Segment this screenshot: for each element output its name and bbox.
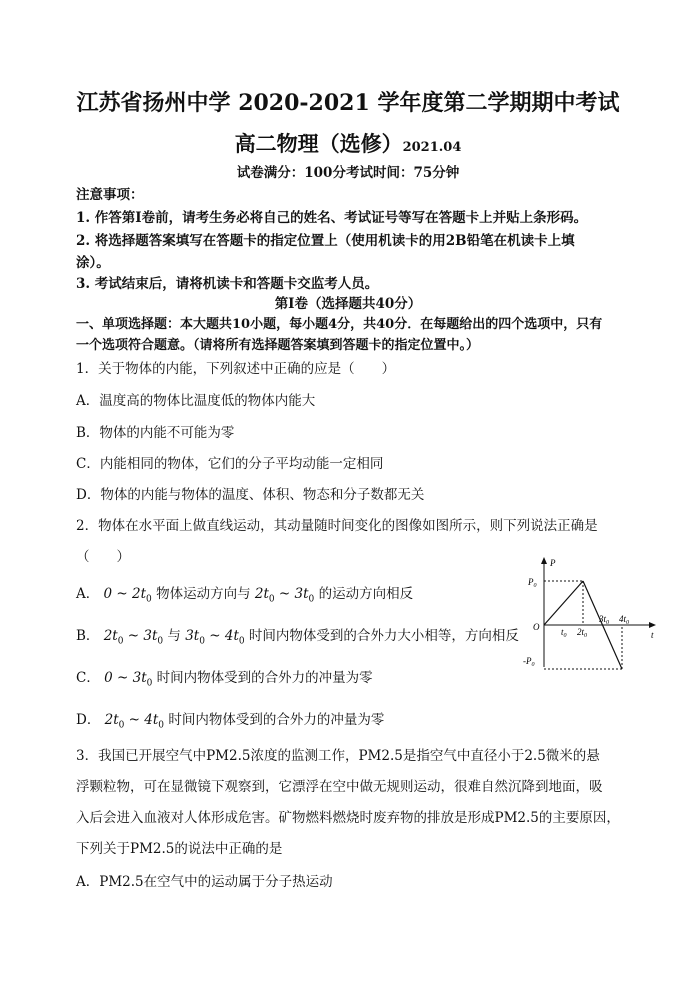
q2-option-c: C． 0 ~ $3t_0$ 时间内物体受到的合外力的冲量为零 — [76, 670, 373, 689]
q2-option-d: D． $2t_0$ ~ $4t_0$ 时间内物体受到的合外力的冲量为零 — [76, 712, 385, 731]
origin-label: O — [533, 622, 540, 632]
q3-stem-2: 浮颗粒物，可在显微镜下观察到，它漂浮在空中做无规则运动，很难自然沉降到地面，吸 — [76, 779, 603, 795]
exam-date: 2021.04 — [402, 140, 462, 155]
x-axis-arrow — [649, 622, 656, 628]
series-segment-3 — [603, 625, 623, 669]
exam-title-line1: 江苏省扬州中学 2020-2021 学年度第二学期期中考试 — [76, 90, 620, 116]
y-axis-label: P — [550, 558, 556, 568]
note-item-2: 2. 将选择题答案填写在答题卡的指定位置上（使用机读卡的用2B铅笔在机读卡上填 — [76, 233, 575, 249]
note-item-2-cont: 涂）。 — [76, 255, 110, 271]
q1-option-a: A．温度高的物体比温度低的物体内能大 — [76, 393, 316, 409]
q2-option-a: A． 0 ~ $2t_0$ 物体运动方向与 $2t_0$ ~ $3t_0$ 的运动方向相反 — [76, 586, 414, 605]
section-title: 第Ⅰ卷（选择题共40分） — [274, 296, 422, 312]
q2-stem-1: 2．物体在水平面上做直线运动，其动量随时间变化的图像如图所示，则下列说法正确是 — [76, 518, 598, 534]
note-item-1: 1. 作答第Ⅰ卷前，请考生务必将自己的姓名、考试证号等写在答题卡上并贴上条形码。 — [76, 210, 588, 226]
q3-stem-4: 下列关于PM2.5的说法中正确的是 — [76, 841, 283, 857]
note-item-3: 3. 考试结束后，请将机读卡和答题卡交监考人员。 — [76, 276, 379, 292]
p0-label: $P_0$ — [528, 577, 537, 589]
q2-option-b: B． $2t_0$ ~ $3t_0$ 与 $3t_0$ ~ $4t_0$ 时间内物体受到的合外力大小相等，方向相反 — [76, 628, 519, 647]
exam-title-line2 — [0, 128, 696, 158]
tick-label-t0: $t_0$ — [561, 627, 567, 639]
section-instructions-1: 一、单项选择题：本大题共10小题，每小题4分，共40分．在每题给出的四个选项中，只有 — [76, 317, 603, 332]
neg-p0-label: $-P_0$ — [523, 656, 535, 668]
series-segment-1 — [544, 581, 583, 625]
q1-option-b: B．物体的内能不可能为零 — [76, 425, 235, 441]
q3-stem-3: 入后会进入血液对人体形成危害。矿物燃料燃烧时废弃物的排放是形成PM2.5的主要原因， — [76, 810, 620, 826]
x-axis-label: t — [651, 630, 654, 640]
tick-label-3t0: $3t_0$ — [599, 614, 610, 626]
score-and-time: 试卷满分：100分考试时间：75分钟 — [236, 165, 460, 181]
y-axis-arrow — [541, 557, 547, 564]
q3-stem-1: 3．我国已开展空气中PM2.5浓度的监测工作，PM2.5是指空气中直径小于2.5微米的悬 — [76, 748, 600, 764]
momentum-time-graph — [520, 555, 660, 675]
tick-label-2t0: $2t_0$ — [577, 627, 588, 639]
notes-heading: 注意事项： — [76, 187, 144, 203]
tick-label-4t0: $4t_0$ — [619, 614, 630, 626]
q3-option-a: A．PM2.5在空气中的运动属于分子热运动 — [76, 874, 333, 890]
q1-stem: 1．关于物体的内能，下列叙述中正确的应是（ ） — [76, 361, 396, 377]
q1-option-c: C．内能相同的物体，它们的分子平均动能一定相同 — [76, 456, 384, 472]
section-instructions-2: 一个选项符合题意。（请将所有选择题答案填到答题卡的指定位置中。） — [76, 338, 480, 353]
q1-option-d: D．物体的内能与物体的温度、体积、物态和分子数都无关 — [76, 487, 425, 503]
q2-stem-2: （ ） — [76, 549, 130, 565]
subject-title: 高二物理（选修） — [234, 131, 403, 156]
